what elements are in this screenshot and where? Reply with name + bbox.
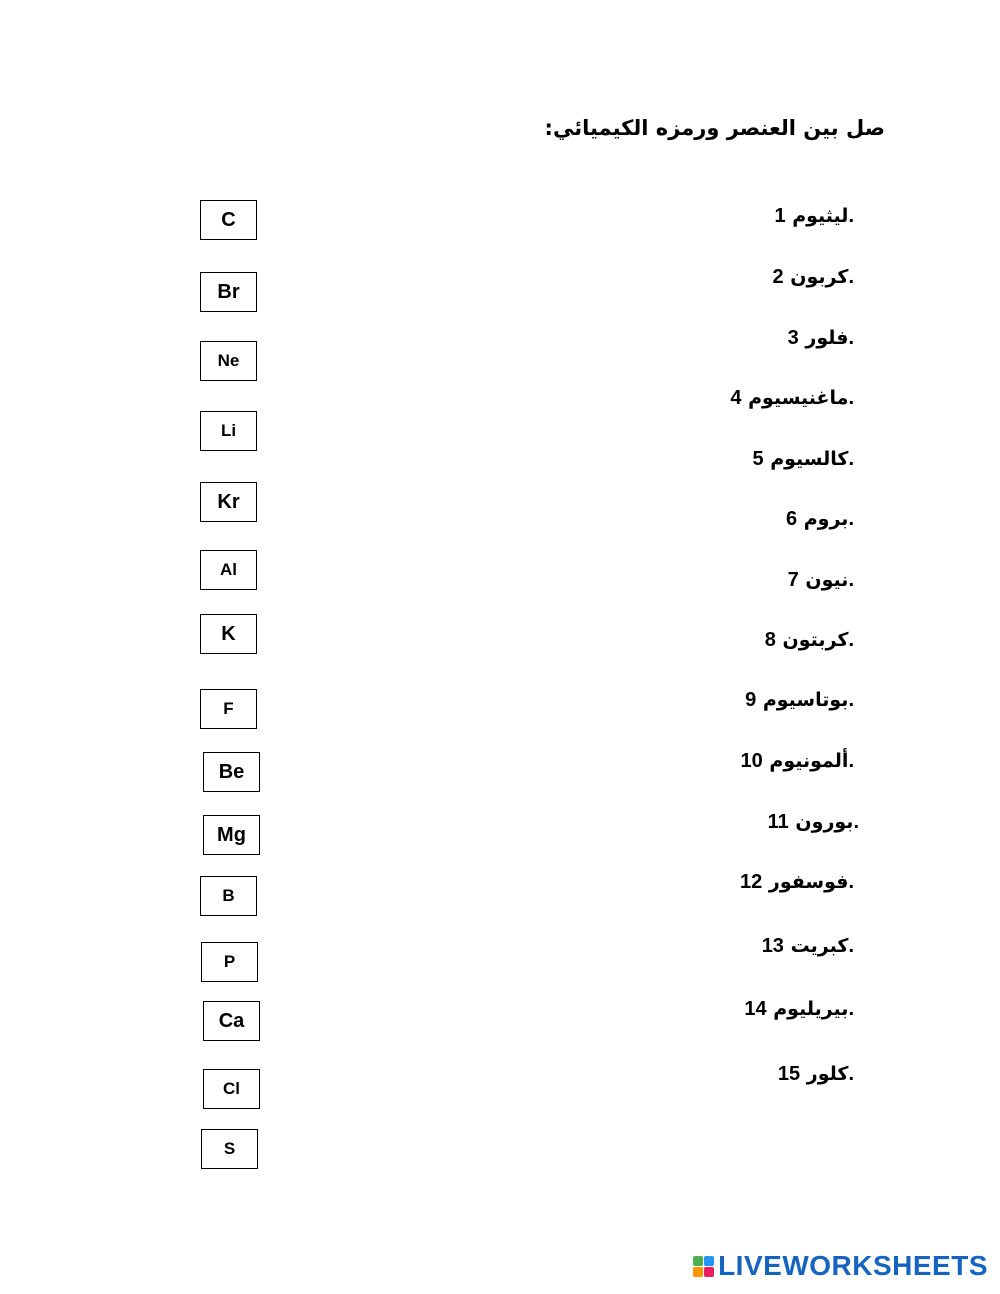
element-item-9: [745, 689, 854, 712]
element-number: 13.: [761, 935, 854, 957]
element-number: 6.: [785, 508, 854, 530]
element-item-4: [730, 387, 854, 410]
element-number: 8.: [764, 629, 854, 651]
element-number: 4.: [730, 387, 854, 409]
brand-name: LIVEWORKSHEETS: [718, 1250, 988, 1281]
symbol-box-ca[interactable]: Ca: [203, 1001, 260, 1041]
element-name: كلور: [806, 1063, 849, 1085]
element-number: 14.: [744, 998, 854, 1020]
element-name: نيون: [805, 569, 849, 591]
element-name: كبريت: [790, 935, 849, 957]
element-number: 9.: [745, 689, 854, 711]
symbol-box-kr[interactable]: Kr: [200, 482, 257, 522]
symbol-box-br[interactable]: Br: [200, 272, 257, 312]
element-item-15: [778, 1063, 854, 1086]
element-item-5: [752, 448, 854, 471]
symbol-box-b[interactable]: B: [200, 876, 257, 916]
element-number: 3.: [787, 327, 854, 349]
symbol-box-f[interactable]: F: [200, 689, 257, 729]
element-item-6: [786, 508, 854, 531]
element-name: ألمونيوم: [769, 750, 849, 772]
element-item-11: [768, 811, 859, 834]
element-name: بورون: [795, 811, 854, 833]
liveworksheets-brand: [693, 1250, 988, 1282]
element-item-2: [773, 266, 854, 289]
element-name: بوتاسيوم: [762, 689, 849, 711]
element-name: كالسيوم: [770, 448, 849, 470]
element-name: ليثيوم: [792, 205, 849, 227]
element-item-3: [788, 327, 854, 350]
element-item-1: [774, 205, 854, 228]
element-name: كربون: [790, 266, 849, 288]
element-name: بروم: [803, 508, 849, 530]
element-item-12: [740, 871, 854, 894]
element-number: 10.: [740, 750, 854, 772]
element-item-7: [788, 569, 854, 592]
element-number: 2.: [772, 266, 854, 288]
element-name: بيريليوم: [773, 998, 849, 1020]
element-name: كربتون: [782, 629, 849, 651]
element-number: 11.: [767, 811, 859, 833]
element-number: 1.: [774, 205, 854, 227]
element-name: فوسفور: [768, 871, 849, 893]
symbol-box-c[interactable]: C: [200, 200, 257, 240]
element-item-13: [762, 935, 854, 958]
symbol-box-li[interactable]: Li: [200, 411, 257, 451]
worksheet-title: صل بين العنصر ورمزه الكيميائي:: [544, 116, 885, 140]
element-number: 7.: [787, 569, 854, 591]
element-item-10: [741, 750, 854, 773]
element-item-14: [744, 998, 854, 1021]
symbol-box-cl[interactable]: Cl: [203, 1069, 260, 1109]
symbol-box-p[interactable]: P: [201, 942, 258, 982]
element-number: 12.: [740, 871, 854, 893]
symbol-box-s[interactable]: S: [201, 1129, 258, 1169]
symbol-box-ne[interactable]: Ne: [200, 341, 257, 381]
element-name: فلور: [805, 327, 849, 349]
element-number: 15.: [777, 1063, 854, 1085]
element-name: ماغنيسيوم: [748, 387, 849, 409]
symbol-box-k[interactable]: K: [200, 614, 257, 654]
element-item-8: [765, 629, 854, 652]
symbol-box-mg[interactable]: Mg: [203, 815, 260, 855]
liveworksheets-logo-icon: [693, 1256, 714, 1277]
symbol-box-al[interactable]: Al: [200, 550, 257, 590]
symbol-box-be[interactable]: Be: [203, 752, 260, 792]
element-number: 5.: [752, 448, 854, 470]
